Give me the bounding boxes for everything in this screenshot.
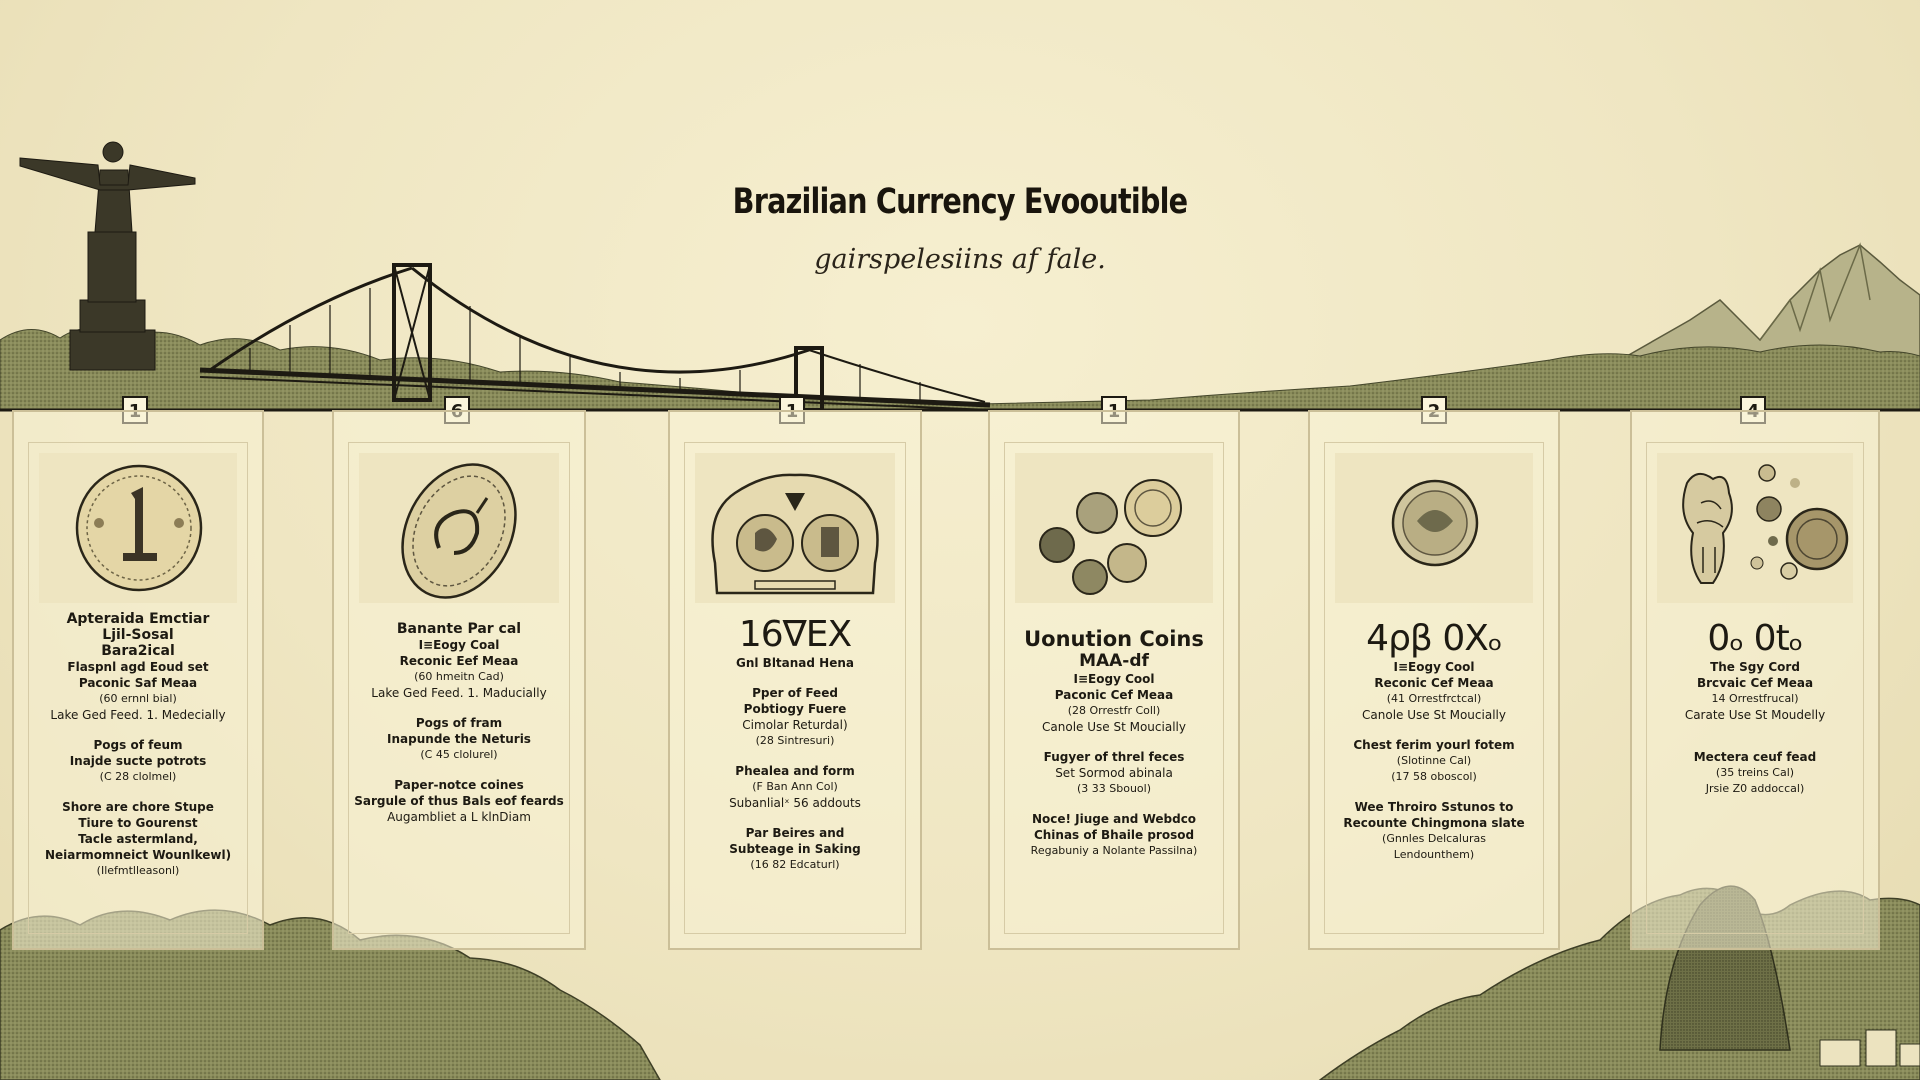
- gold-coin-illustration: [39, 453, 239, 603]
- panel-3-line: (F Ban Ann Col): [752, 780, 838, 793]
- panel-6-line: (35 treins Cal): [1715, 766, 1795, 779]
- panel-3-line: Cimolar Returdal): [742, 718, 848, 732]
- page-subtitle: gairspelesiins af fale.: [814, 244, 1106, 275]
- panel-1-line: Tiure to Gourenst: [78, 816, 198, 830]
- panel-6-heading: 0ₒ 0tₒ: [1707, 618, 1803, 659]
- panel-3-heading: 16∇EX: [738, 614, 852, 655]
- panel-5-heading: 4ρβ 0Xₒ: [1366, 618, 1502, 659]
- panel-2-line: (C 45 clolurel): [420, 748, 498, 761]
- panel-5-line: (41 Orrestfrctcal): [1386, 692, 1482, 705]
- panel-1-heading-1: Apteraida Emctiar: [66, 611, 210, 627]
- panel-5-line: Reconic Cef Meaa: [1374, 676, 1494, 690]
- banknote-crest-illustration: [695, 453, 895, 603]
- panel-1-heading-2: Ljil-Sosal: [102, 627, 174, 643]
- panel-1-group3-title: Shore are chore Stupe: [62, 800, 214, 814]
- engraved-coin-illustration: [359, 453, 559, 603]
- panel-1-line: Flaspnl agd Eoud set: [67, 660, 209, 674]
- panel-6-line: Carate Use St Moudelly: [1684, 708, 1826, 722]
- panel-1-line: (Ilefmtlleasonl): [96, 864, 180, 877]
- panel-3-line: (28 Sintresuri): [755, 734, 835, 747]
- panel-2-line: Sargule of thus Bals eof feards: [354, 794, 564, 808]
- era-panel-6: [1630, 410, 1880, 950]
- panel-2-group3-title: Paper-notce coines: [394, 778, 524, 792]
- panel-5-line: (17 58 oboscol): [1391, 770, 1477, 783]
- panel-6-line: The Sgy Cord: [1710, 660, 1800, 674]
- panel-2-line: Augambliet a L klnDiam: [387, 810, 531, 824]
- panel-4-line: (28 Orrestfr Coll): [1067, 704, 1161, 717]
- panel-5-line: Recounte Chingmona slate: [1343, 816, 1525, 830]
- panel-6-group2-title: Mectera ceuf fead: [1693, 750, 1817, 764]
- panel-1-line: Lake Ged Feed. 1. Medecially: [50, 708, 226, 722]
- panel-6-line: 14 Orrestfrucal): [1711, 692, 1799, 705]
- panel-4-line: (3 33 Sbouol): [1076, 782, 1152, 795]
- panel-1-group2-title: Pogs of feum: [93, 738, 183, 752]
- panel-5-line: Canole Use St Moucially: [1362, 708, 1506, 722]
- era-panel-3: [668, 410, 922, 950]
- coin-cluster-illustration: [1015, 453, 1215, 603]
- panel-4-line: Paconic Cef Meaa: [1054, 688, 1174, 702]
- panel-4-line: I≡Eogy Cool: [1073, 672, 1155, 686]
- panel-1-heading-3: Bara2ical: [101, 643, 175, 659]
- panel-3-subheading: Gnl Bltanad Hena: [735, 656, 854, 670]
- panel-2-group2-title: Pogs of fram: [415, 716, 503, 730]
- panel-3-line: Subteage in Saking: [729, 842, 861, 856]
- era-panel-1: [12, 410, 264, 950]
- panel-2-line: Reconic Eef Meaa: [399, 654, 519, 668]
- panel-4-group3-title: Noce! Jiuge and Webdco: [1031, 812, 1197, 826]
- panel-2-line: Lake Ged Feed. 1. Maducially: [371, 686, 547, 700]
- panel-5-group2-title: Chest ferim yourl fotem: [1353, 738, 1515, 752]
- era-panel-5: [1308, 410, 1560, 950]
- panel-1-line: Neiarmomneict Wounlkewl): [44, 848, 232, 862]
- panel-3-line: Pper of Feed: [752, 686, 838, 700]
- panel-1-line: (60 ernnl bial): [99, 692, 177, 705]
- panel-5-line: (Gnnles Delcaluras: [1382, 832, 1486, 845]
- panel-4-line: Regabuniy a Nolante Passilna): [1030, 844, 1198, 857]
- panel-1-line: Tacle astermland,: [78, 832, 198, 846]
- panel-1-line: Paconic Saf Meaa: [78, 676, 198, 690]
- panel-1-line: Inajde sucte potrots: [69, 754, 207, 768]
- panel-4-line: Set Sormod abinala: [1055, 766, 1173, 780]
- panel-4-group2-title: Fugyer of threl feces: [1043, 750, 1185, 764]
- panel-2-line: Inapunde the Neturis: [387, 732, 531, 746]
- modern-coins-illustration: [1657, 453, 1857, 603]
- panel-5-line: Lendounthem): [1393, 848, 1475, 861]
- panel-4-heading-1: Uonution Coins: [1024, 627, 1204, 651]
- panel-3-line: Pobtiogy Fuere: [743, 702, 847, 716]
- panel-5-line: I≡Eogy Cool: [1393, 660, 1475, 674]
- page-title: Brazilian Currency Evooutible: [732, 182, 1188, 222]
- panel-6-line: Brcvaic Cef Meaa: [1696, 676, 1814, 690]
- silver-coin-illustration: [1335, 453, 1535, 603]
- panel-5-line: (Slotinne Cal): [1396, 754, 1472, 767]
- era-panel-4: [988, 410, 1240, 950]
- panel-3-group3-title: Par Beires and: [745, 826, 845, 840]
- panel-2-heading: Banante Par cal: [396, 621, 522, 637]
- panel-3-line: Subanlialˣ 56 addouts: [729, 796, 861, 810]
- treeline: [0, 328, 1920, 410]
- panel-2-line: I≡Eogy Coal: [418, 638, 500, 652]
- panel-1-line: (C 28 clolmel): [99, 770, 177, 783]
- panel-4-line: Chinas of Bhaile prosod: [1033, 828, 1195, 842]
- era-panel-2: [332, 410, 586, 950]
- panel-2-line: (60 hmeitn Cad): [414, 670, 504, 683]
- panel-3-group2-title: Phealea and form: [735, 764, 855, 778]
- panel-5-group3-title: Wee Throiro Sstunos to: [1354, 800, 1514, 814]
- panel-4-line: Canole Use St Moucially: [1042, 720, 1186, 734]
- panel-3-line: (16 82 Edcaturl): [750, 858, 840, 871]
- panel-4-heading-2: MAA-df: [1079, 651, 1149, 671]
- panel-6-line: Jrsie Z0 addoccal): [1705, 782, 1805, 795]
